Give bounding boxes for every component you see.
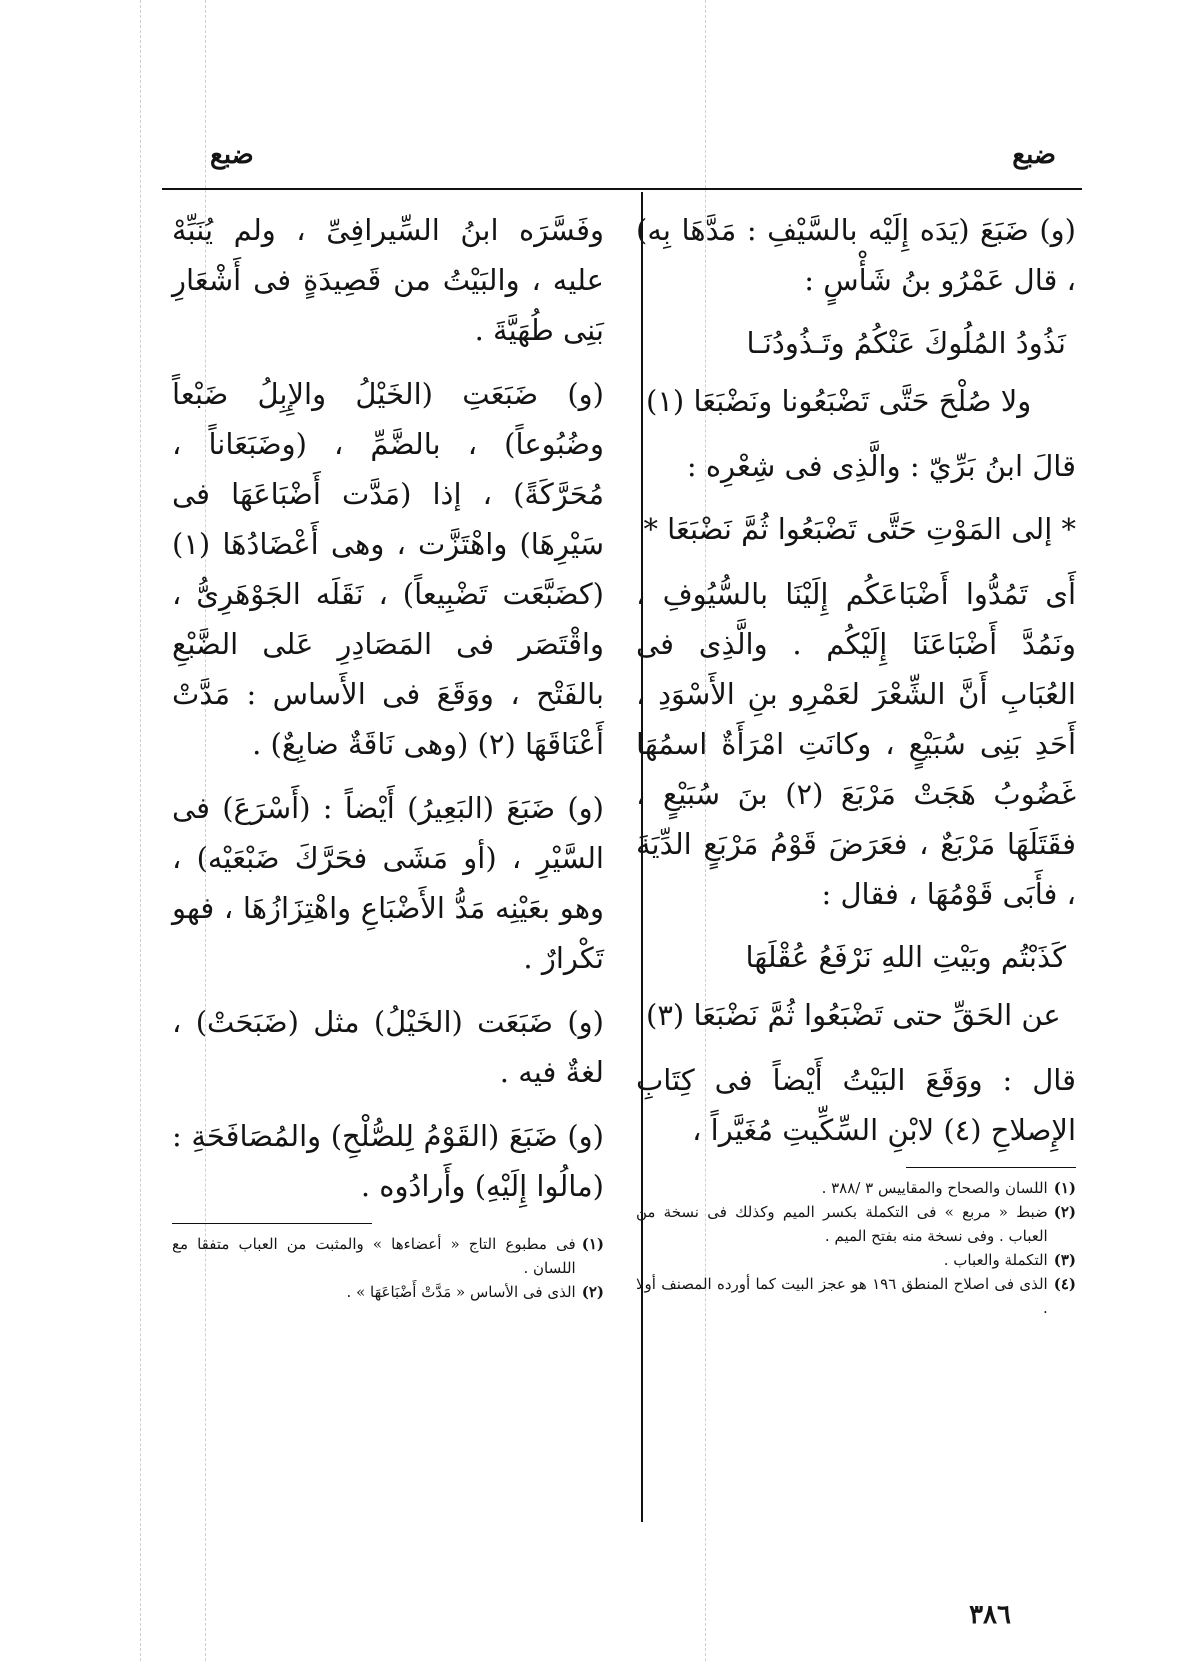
running-header-left: ضبع — [210, 140, 254, 170]
paragraph: (و) ضَبَعَتِ (الخَيْلُ والإِبِلُ ضَبْعاً وضُبُوعاً) ، بالضَّمِّ ، (وضَبَعَاناً ، مُحَرَّكَةً) ، إذا (مَدَّت أَضْبَاعَهَا فى سَيْرِهَا) واهْتَزَّت ، وهى أَعْضَادُهَا (١) (كضَبَّعَت تَضْبِيعاً) ، نَقَلَه الجَوْهَرِىُّ ، واقْتَصَر فى المَصَادِرِ عَلى الضَّبْعِ بالفَتْح ، ووَقَعَ فى الأَساس : مَدَّتْ أَعْنَاقَهَا (٢) (وهى نَاقَةٌ ضابِعٌ) . — [172, 377, 604, 761]
verse-second-hemistich: ولا صُلْحَ حَتَّى تَضْبَعُونا ونَضْبَعَا (١) — [646, 384, 1032, 418]
paragraph: (و) ضَبَعَ (يَدَه إِلَيْه بالسَّيْفِ : مَدَّهَا بِه) ، قال عَمْرُو بنُ شَأْسٍ : — [636, 213, 1076, 297]
verse-first-hemistich: كَذَبْتُم وبَيْتِ اللهِ نَرْفَعُ عُقْلَهَا — [745, 940, 1066, 974]
paragraph: قالَ ابنُ بَرِّيّ : والَّذِى فى شِعْرِه : — [686, 449, 1076, 483]
footnote — [172, 1232, 604, 1280]
footnote-rule — [906, 1167, 1076, 1168]
footnote-text: الذى فى الأساس « مَدَّتْ أَضْبَاعَهَا » . — [346, 1283, 576, 1301]
verse-first-hemistich: نَذُودُ المُلُوكَ عَنْكُمُ وتَـذُودُنَـا — [746, 326, 1066, 360]
verse-quotation: * إلى المَوْتِ حَتَّى تَضْبَعُوا ثُمَّ نَضْبَعَا * — [643, 512, 1076, 546]
footnote — [636, 1176, 1076, 1200]
left-column — [172, 205, 604, 1304]
paragraph: وفَسَّرَه ابنُ السِّيرافِىِّ ، ولم يُنَبِّهْ عليه ، والبَيْتُ من قَصِيدَةٍ فى أَشْعَارِ بَنِى طُهَيَّةَ . — [172, 213, 604, 347]
footnote — [636, 1200, 1076, 1248]
footnote-text: فى مطبوع التاج « أعضاءها » والمثبت من العباب متفقا مع اللسان . — [172, 1235, 576, 1277]
footnote-number: (١) — [581, 1235, 604, 1253]
right-column — [636, 205, 1076, 1320]
footnotes — [172, 1232, 604, 1304]
footnote-number: (٢) — [1053, 1203, 1076, 1221]
footnote-text: اللسان والصحاح والمقاييس ٣ /٣٨٨ . — [821, 1179, 1048, 1197]
footnote-number: (٢) — [581, 1283, 604, 1301]
verse-second-hemistich: عن الحَقِّ حتى تَضْبَعُوا ثُمَّ نَضْبَعَا (٣) — [646, 998, 1061, 1032]
paragraph: (و) ضَبَعَت (الخَيْلُ) مثل (ضَبَحَتْ) ، لغةٌ فيه . — [172, 1005, 604, 1089]
paragraph: (و) ضَبَعَ (البَعِيرُ) أَيْضاً : (أَسْرَعَ) فى السَّيْرِ ، (أو مَشَى فحَرَّكَ ضَبْعَيْه) ، وهو بعَيْنِه مَدُّ الأَضْبَاعِ واهْتِزَازُهَا ، فهو تَكْرارٌ . — [172, 791, 604, 975]
footnotes — [636, 1176, 1076, 1320]
footnote-text: الذى فى اصلاح المنطق ١٩٦ هو عجز البيت كما أورده المصنف أولا . — [636, 1275, 1048, 1317]
footnote-text: التكملة والعباب . — [943, 1251, 1048, 1269]
footnote-number: (٣) — [1053, 1251, 1076, 1269]
scan-guide-line — [140, 0, 141, 1661]
footnote — [636, 1272, 1076, 1320]
footnote-number: (١) — [1053, 1179, 1076, 1197]
paragraph: قال : ووَقَعَ البَيْتُ أَيْضاً فى كِتَابِ الإِصلاحِ (٤) لابْنِ السِّكِّيتِ مُغَيَّراً ، — [636, 1063, 1076, 1147]
footnote — [172, 1280, 604, 1304]
running-header-right: ضبع — [1012, 140, 1056, 170]
paragraph: أَى تَمُدُّوا أَضْبَاعَكُم إِلَيْنَا بالسُّيُوفِ ، ونَمُدَّ أَضْبَاعَنَا إِلَيْكُم . والَّذِى فى العُبَابِ أَنَّ الشِّعْرَ لعَمْرِو بنِ الأَسْوَدِ ، أَحَدِ بَنِى سُبَيْعٍ ، وكانَتِ امْرَأَةٌ اسمُهَا غَضُوبُ هَجَتْ مَرْبَعَ (٢) بنَ سُبَيْعٍ ، فقَتَلَهَا مَرْبَعٌ ، فعَرَضَ قَوْمُ مَرْبَعٍ الدِّيَةَ ، فأَبَى قَوْمُهَا ، فقال : — [636, 577, 1076, 911]
paragraph: (و) ضَبَعَ (القَوْمُ لِلصُّلْحِ) والمُصَافَحَةِ : (مالُوا إِلَيْهِ) وأَرادُوه . — [172, 1119, 604, 1203]
footnote-number: (٤) — [1053, 1275, 1076, 1293]
footnote-rule — [172, 1223, 372, 1224]
page-number: ٣٨٦ — [969, 1600, 1011, 1630]
header-rule — [162, 188, 1082, 190]
footnote — [636, 1248, 1076, 1272]
footnote-text: ضبط « مربع » فى التكملة بكسر الميم وكذلك فى نسخة من العباب . وفى نسخة منه بفتح الميم . — [636, 1203, 1048, 1245]
